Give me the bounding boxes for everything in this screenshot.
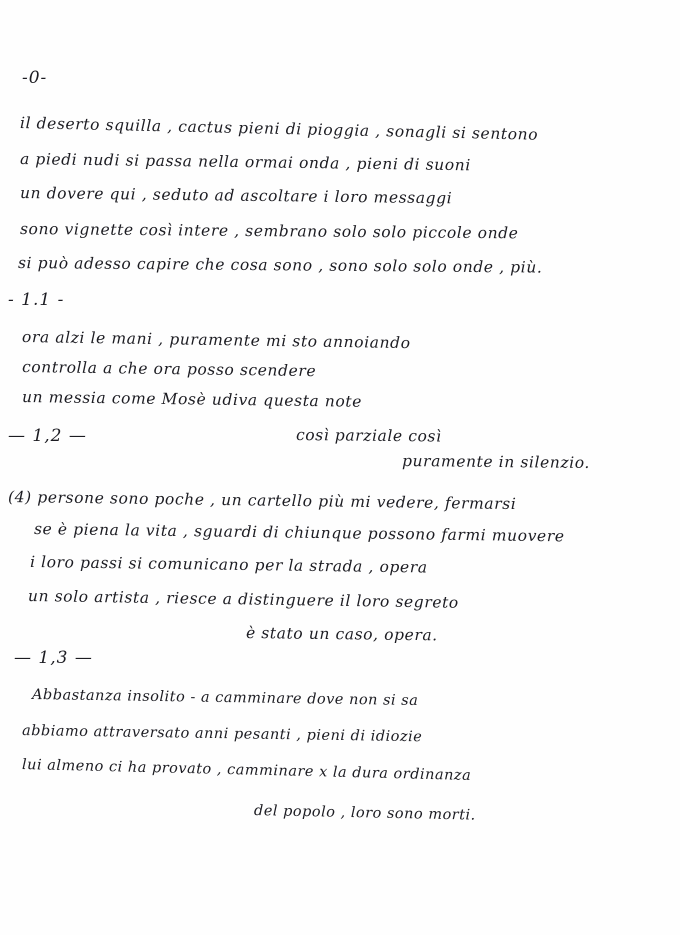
handwritten-line: il deserto squilla , cactus pieni di pioggia , sonagli si sentono: [19, 114, 539, 144]
handwritten-line: si può adesso capire che cosa sono , sono solo solo onde , più.: [17, 254, 543, 277]
handwritten-line: è stato un caso, opera.: [245, 624, 438, 645]
section-heading-0: -0-: [22, 68, 48, 88]
handwritten-line: un dovere qui , seduto ad ascoltare i loro messaggi: [19, 184, 453, 208]
handwritten-line: a piedi nudi si passa nella ormai onda , pieni di suoni: [19, 150, 471, 175]
section-heading-1-2: — 1,2 —: [8, 426, 87, 446]
handwritten-line: un solo artista , riesce a distinguere il loro segreto: [27, 587, 459, 612]
handwritten-line: ora alzi le mani , puramente mi sto annoiando: [21, 328, 411, 353]
handwritten-line: Abbastanza insolito - a camminare dove non si sa: [31, 687, 419, 710]
handwritten-line: (4) persone sono poche , un cartello più mi vedere, fermarsi: [7, 488, 517, 514]
handwritten-line: sono vignette così intere , sembrano solo solo piccole onde: [19, 220, 519, 243]
handwritten-line: abbiamo attraversato anni pesanti , pieni di idiozie: [21, 723, 423, 746]
handwritten-line: del popolo , loro sono morti.: [253, 803, 476, 824]
handwritten-line: se è piena la vita , sguardi di chiunque possono farmi muovere: [33, 520, 565, 546]
handwritten-line: puramente in silenzio.: [401, 452, 591, 472]
section-heading-1-1: - 1.1 -: [8, 290, 65, 310]
handwritten-line: lui almeno ci ha provato , camminare x la dura ordinanza: [21, 757, 472, 784]
handwritten-line: controlla a che ora posso scendere: [21, 358, 317, 381]
handwritten-line: i loro passi si comunicano per la strada , opera: [29, 553, 428, 577]
section-heading-1-3: — 1,3 —: [14, 648, 93, 668]
handwritten-line: così parziale così: [295, 426, 442, 446]
handwritten-line: un messia come Mosè udiva questa note: [21, 388, 363, 411]
